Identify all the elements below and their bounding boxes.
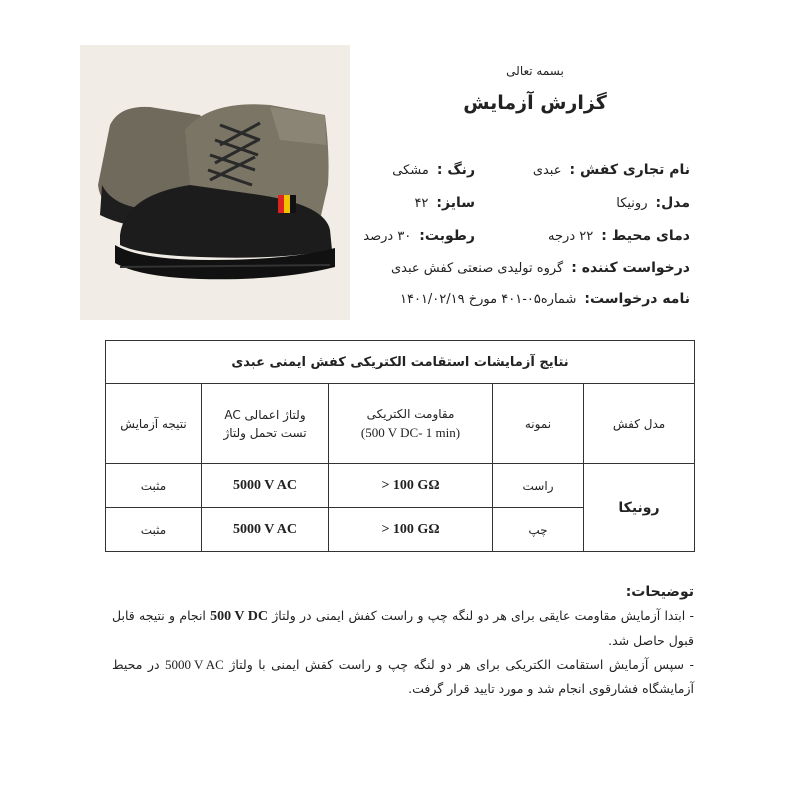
- voltage-value: 5000 V AC: [232, 521, 298, 537]
- result-cell: مثبت: [106, 464, 202, 508]
- table-caption: نتایج آزمایشات استقامت الکتریکی کفش ایمنی عبدی: [106, 341, 695, 384]
- requester-row: [391, 260, 690, 276]
- trade-name-row: [533, 162, 690, 178]
- sample-cell: چپ: [493, 508, 584, 552]
- note-2-voltage: 5000 V AC: [165, 657, 224, 672]
- resistance-cell: [329, 508, 493, 552]
- result-cell: مثبت: [106, 508, 202, 552]
- humidity-row: [363, 228, 475, 244]
- notes-title: توضیحات:: [625, 584, 694, 600]
- ambient-temp-value: ۲۲ درجه: [548, 229, 594, 244]
- note-1-text-after: انجام و نتیجه قابل قبول حاصل شد.: [112, 608, 694, 648]
- header-resistance: [329, 384, 493, 464]
- report-title: گزارش آزمایش: [463, 92, 607, 114]
- voltage-cell: [202, 464, 329, 508]
- request-letter-label: نامه درخواست:: [584, 291, 690, 307]
- results-table: [105, 340, 695, 552]
- model-name-cell: رونیکا: [584, 464, 695, 552]
- request-letter-value: شماره۰۵-۴۰۱ مورخ ۱۴۰۱/۰۲/۱۹: [400, 292, 577, 307]
- header-voltage-line2: تست تحمل ولتاژ: [223, 425, 307, 440]
- trade-name-label: نام تجاری کفش :: [569, 162, 690, 178]
- product-photo: [80, 45, 350, 320]
- ambient-temp-label: دمای محیط :: [601, 228, 690, 244]
- requester-label: درخواست کننده :: [571, 260, 690, 276]
- model-row: [616, 195, 690, 211]
- size-label: سایز:: [436, 195, 475, 211]
- request-letter-row: [400, 291, 690, 307]
- note-2-text-after: در محیط آزمایشگاه فشارقوی انجام شد و مورد تایید قرار گرفت.: [112, 657, 694, 696]
- voltage-value: 5000 V AC: [232, 477, 298, 493]
- ambient-temp-row: [548, 228, 690, 244]
- header-shoe-model: مدل کفش: [584, 384, 695, 464]
- resistance-cell: [329, 464, 493, 508]
- basmala-heading: بسمه تعالی: [506, 64, 564, 78]
- requester-value: گروه تولیدی صنعتی کفش عبدی: [391, 261, 564, 276]
- voltage-cell: [202, 508, 329, 552]
- table-row: [106, 464, 695, 508]
- header-result: نتیجه آزمایش: [106, 384, 202, 464]
- resistance-value: > 100 GΩ: [381, 477, 440, 493]
- color-value: مشکی: [392, 163, 429, 178]
- humidity-value: ۳۰ درصد: [363, 229, 412, 244]
- header-sample: نمونه: [493, 384, 584, 464]
- humidity-label: رطوبت:: [419, 228, 475, 244]
- model-label: مدل:: [655, 195, 690, 211]
- note-1-text-before: - ابتدا آزمایش مقاومت عایقی برای هر دو لنگه چپ و راست کفش ایمنی در ولتاژ: [272, 608, 694, 623]
- note-item-2: [112, 653, 694, 701]
- safety-boot-image: [80, 45, 350, 320]
- notes-section: [112, 580, 694, 701]
- note-1-voltage: 500 V DC: [210, 609, 268, 624]
- header-resistance-line2: (500 V DC- 1 min): [360, 424, 461, 440]
- trade-name-value: عبدی: [532, 163, 562, 178]
- resistance-value: > 100 GΩ: [381, 521, 440, 537]
- color-row: [392, 162, 475, 178]
- header-resistance-line1: مقاومت الکتریکی: [366, 406, 455, 421]
- header-voltage: [202, 384, 329, 464]
- model-value: رونیکا: [616, 196, 648, 211]
- size-value: ۴۲: [414, 196, 429, 211]
- color-label: رنگ :: [436, 162, 475, 178]
- size-row: [414, 195, 475, 211]
- note-2-text-before: - سپس آزمایش استقامت الکتریکی برای هر دو لنگه چپ و راست کفش ایمنی با ولتاژ: [229, 657, 694, 672]
- header-voltage-line1: ولتاژ اعمالی AC: [224, 407, 306, 422]
- sample-cell: راست: [493, 464, 584, 508]
- note-item-1: [112, 604, 694, 653]
